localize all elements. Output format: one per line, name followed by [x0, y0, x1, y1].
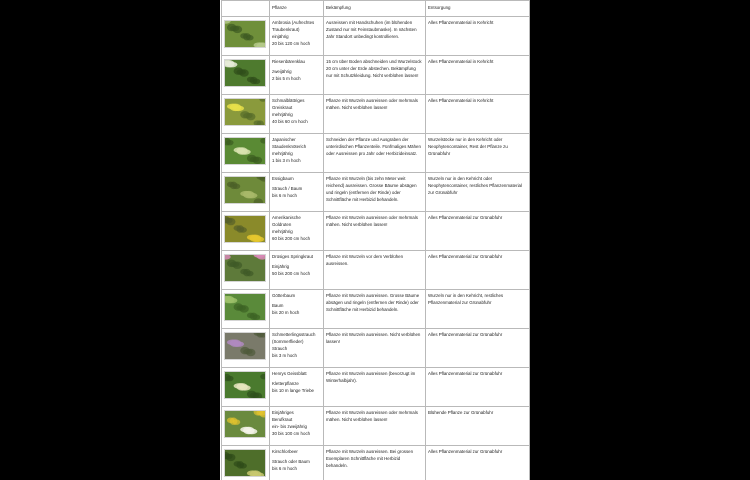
essigbaum-photo [224, 176, 266, 204]
plant-name: Einjähriges [272, 410, 294, 415]
disposal-text: Alles Pflanzenmaterial in Kehricht [428, 20, 494, 25]
disposal-text: Blühende Pflanze zur Grünabfuhr [428, 410, 494, 415]
disposal-cell [426, 407, 530, 446]
plant-name: Drüsiges Springkraut [272, 254, 313, 259]
disposal-cell [426, 95, 530, 134]
plant-type: Kletterpflanze [272, 381, 299, 387]
disposal-cell [426, 17, 530, 56]
plant-info-cell [270, 290, 324, 329]
table-row [222, 212, 530, 251]
control-cell [324, 251, 426, 290]
plant-name: (Sommerflieder) [272, 339, 304, 345]
plant-name: Schmetterlingsstrauch [272, 332, 316, 337]
plant-size: bis 20 m hoch [272, 310, 300, 316]
plant-type: zweijährig [272, 69, 292, 75]
plant-info-cell [270, 368, 324, 407]
schmalblaettriges-greiskraut-photo [224, 98, 266, 126]
plant-size: 20 bis 120 cm hoch [272, 41, 311, 47]
plant-info-cell [270, 173, 324, 212]
kirschlorbeer-photo [224, 449, 266, 477]
control-text: Ausreissen mit Handschuhen (im blühenden Zustand nur mit Feinstaubmaske). In nächsten Jahr Standort unbedingt kontrollieren. [326, 20, 417, 40]
disposal-cell [426, 368, 530, 407]
plant-name: Japanischer [272, 137, 296, 142]
plant-info-cell [270, 95, 324, 134]
plant-name: Goldruten [272, 222, 292, 228]
table-row [222, 446, 530, 480]
goetterbaum-photo [224, 293, 266, 321]
table-row [222, 290, 530, 329]
plant-image-cell [222, 329, 270, 368]
plant-info-cell [270, 329, 324, 368]
plant-image-cell [222, 407, 270, 446]
plant-image-cell [222, 290, 270, 329]
control-text: Schneiden der Pflanze und Ausgraben der unterirdischen Pflanzenteile. Fünfmaliges Mähen oder Ausreissen pro Jahr oder Herbizideinsatz. [326, 137, 421, 157]
control-text: Pflanze mit Wurzeln ausreissen (bevorzugt im Winterhalbjahr). [326, 371, 416, 384]
schmetterlingsstrauch-photo [224, 332, 266, 360]
plant-image-cell [222, 17, 270, 56]
disposal-cell [426, 212, 530, 251]
henrys-geissblatt-photo [224, 371, 266, 399]
plant-name: Ambrosia (Aufrechtes [272, 20, 315, 25]
plant-name: Essigbaum [272, 176, 294, 181]
control-cell [324, 329, 426, 368]
disposal-text: Alles Pflanzenmaterial zur Grünabfuhr [428, 215, 503, 220]
control-cell [324, 212, 426, 251]
table-row [222, 17, 530, 56]
plant-name: Traubenkraut) [272, 27, 300, 33]
plant-name: Amerikanische [272, 215, 301, 220]
control-cell [324, 290, 426, 329]
disposal-text: Wurzeln nur in den Kehricht oder Neophytencontainer, restliches Pflanzenmaterial zur Grünabfuhr [428, 176, 522, 196]
control-text: Pflanze mit Wurzeln ausreissen oder mehrmals mähen. Nicht verblühen lassen! [326, 98, 418, 111]
table-row [222, 134, 530, 173]
control-text: 15 cm über Boden abschneiden und Wurzelstock 20 cm unter der Erde abstechen. Bekämpfung nur mit Schutzkleidung. Nicht verblühen lassen! [326, 59, 422, 79]
table-row [222, 251, 530, 290]
plant-type: Strauch oder Baum [272, 459, 310, 465]
plant-size: 2 bis 5 m hoch [272, 76, 301, 82]
plant-name: Henrys Geissblatt [272, 371, 307, 376]
plant-name: Schmalblättriges [272, 98, 305, 103]
plant-size: 40 bis 60 cm hoch [272, 119, 308, 125]
disposal-text: Alles Pflanzenmaterial zur Grünabfuhr [428, 449, 503, 454]
plant-type: mehrjährig [272, 151, 293, 157]
amerikanische-goldrute-photo [224, 215, 266, 243]
plant-size: 60 bis 200 cm hoch [272, 236, 311, 242]
table-header-row [222, 1, 530, 17]
disposal-text: Alles Pflanzenmaterial zur Grünabfuhr [428, 371, 503, 376]
plant-size: bis 10 m lange Triebe [272, 388, 314, 394]
plant-image-cell [222, 446, 270, 480]
plant-type: Strauch / Baum [272, 186, 303, 192]
plant-name: Staudenknöterich [272, 144, 307, 150]
control-text: Pflanze mit Wurzeln ausreissen. Nicht verblühen lassen! [326, 332, 421, 345]
plant-name: Riesenbärenklau [272, 59, 305, 64]
control-cell [324, 95, 426, 134]
plant-type: ein- bis zweijährig [272, 424, 307, 430]
plant-size: bis 6 m hoch [272, 193, 297, 199]
document-page [220, 0, 530, 480]
table-row [222, 329, 530, 368]
disposal-cell [426, 251, 530, 290]
disposal-cell [426, 173, 530, 212]
plant-image-cell [222, 368, 270, 407]
plant-type: einjährig [272, 34, 289, 40]
plant-info-cell [270, 251, 324, 290]
control-text: Pflanze mit Wurzeln vor dem Verblühen ausreissen. [326, 254, 404, 267]
plant-image-cell [222, 173, 270, 212]
plant-info-cell [270, 212, 324, 251]
plant-type: Strauch [272, 346, 288, 352]
disposal-text: Alles Pflanzenmaterial in Kehricht [428, 98, 494, 103]
control-cell [324, 56, 426, 95]
neophyte-table [221, 0, 530, 480]
disposal-cell [426, 134, 530, 173]
control-text: Pflanze mit Wurzeln ausreissen. Grosse Bäume absägen und ringeln (entfernen der Rinde) oder Schnittfläche mit Herbizid behandeln. [326, 293, 420, 313]
table-row [222, 173, 530, 212]
plant-type: Baum [272, 303, 284, 309]
plant-name: Berufkraut [272, 417, 293, 423]
einjaehriges-berufkraut-photo [224, 410, 266, 438]
header-image [222, 1, 270, 17]
plant-size: 1 bis 3 m hoch [272, 158, 301, 164]
header-control: Bekämpfung [324, 1, 426, 17]
riesenbaerenklau-photo [224, 59, 266, 87]
plant-info-cell [270, 56, 324, 95]
table-row [222, 56, 530, 95]
druesiges-springkraut-photo [224, 254, 266, 282]
table-row [222, 95, 530, 134]
plant-type: mehrjährig [272, 112, 293, 118]
disposal-text: Alles Pflanzenmaterial zur Grünabfuhr [428, 332, 503, 337]
control-text: Pflanze mit Wurzeln ausreissen. Bei grossen Exemplaren Schnittfläche mit Herbizid behandeln. [326, 449, 414, 469]
disposal-text: Alles Pflanzenmaterial in Kehricht [428, 59, 494, 64]
plant-name: Götterbaum [272, 293, 296, 298]
plant-name: Greiskraut [272, 105, 293, 111]
disposal-cell [426, 290, 530, 329]
plant-name: Kirschlorbeer [272, 449, 298, 454]
plant-info-cell [270, 446, 324, 480]
plant-image-cell [222, 134, 270, 173]
plant-image-cell [222, 56, 270, 95]
disposal-text: Wurzelstöcke nur in den Kehricht oder Neophytencontainer, Rest der Pflanze zu Grünabfuhr [428, 137, 508, 157]
plant-image-cell [222, 95, 270, 134]
disposal-text: Alles Pflanzenmaterial zur Grünabfuhr [428, 254, 503, 259]
table-row [222, 407, 530, 446]
header-plant: Pflanze [270, 1, 324, 17]
control-cell [324, 173, 426, 212]
control-text: Pflanze mit Wurzeln ausreissen oder mehrmals mähen. Nicht verblühen lassen! [326, 215, 418, 228]
plant-size: bis 3 m hoch [272, 353, 297, 359]
control-cell [324, 446, 426, 480]
control-cell [324, 134, 426, 173]
control-cell [324, 17, 426, 56]
plant-info-cell [270, 134, 324, 173]
disposal-cell [426, 446, 530, 480]
header-disposal: Entsorgung [426, 1, 530, 17]
plant-type: Einjährig [272, 264, 290, 270]
plant-info-cell [270, 407, 324, 446]
staudenknoeterich-photo [224, 137, 266, 165]
disposal-cell [426, 329, 530, 368]
plant-size: 50 bis 200 cm hoch [272, 271, 311, 277]
ambrosia-photo [224, 20, 266, 48]
plant-size: 30 bis 100 cm hoch [272, 431, 311, 437]
plant-info-cell [270, 17, 324, 56]
plant-type: mehrjährig [272, 229, 293, 235]
control-text: Pflanze mit Wurzeln (bis zehn Meter weit reichend) ausreissen. Grosse Bäume absägen und ringeln (entfernen der Rinde) oder Schnittfläche mit Herbizid behandeln. [326, 176, 417, 203]
plant-size: bis 6 m hoch [272, 466, 297, 472]
disposal-cell [426, 56, 530, 95]
control-cell [324, 407, 426, 446]
plant-image-cell [222, 251, 270, 290]
disposal-text: Wurzeln nur in den Kehricht, restliches Pflanzenmaterial zur Grünabfuhr [428, 293, 504, 306]
control-cell [324, 368, 426, 407]
control-text: Pflanze mit Wurzeln ausreissen oder mehrmals mähen. Nicht verblühen lassen! [326, 410, 418, 423]
plant-image-cell [222, 212, 270, 251]
table-row [222, 368, 530, 407]
